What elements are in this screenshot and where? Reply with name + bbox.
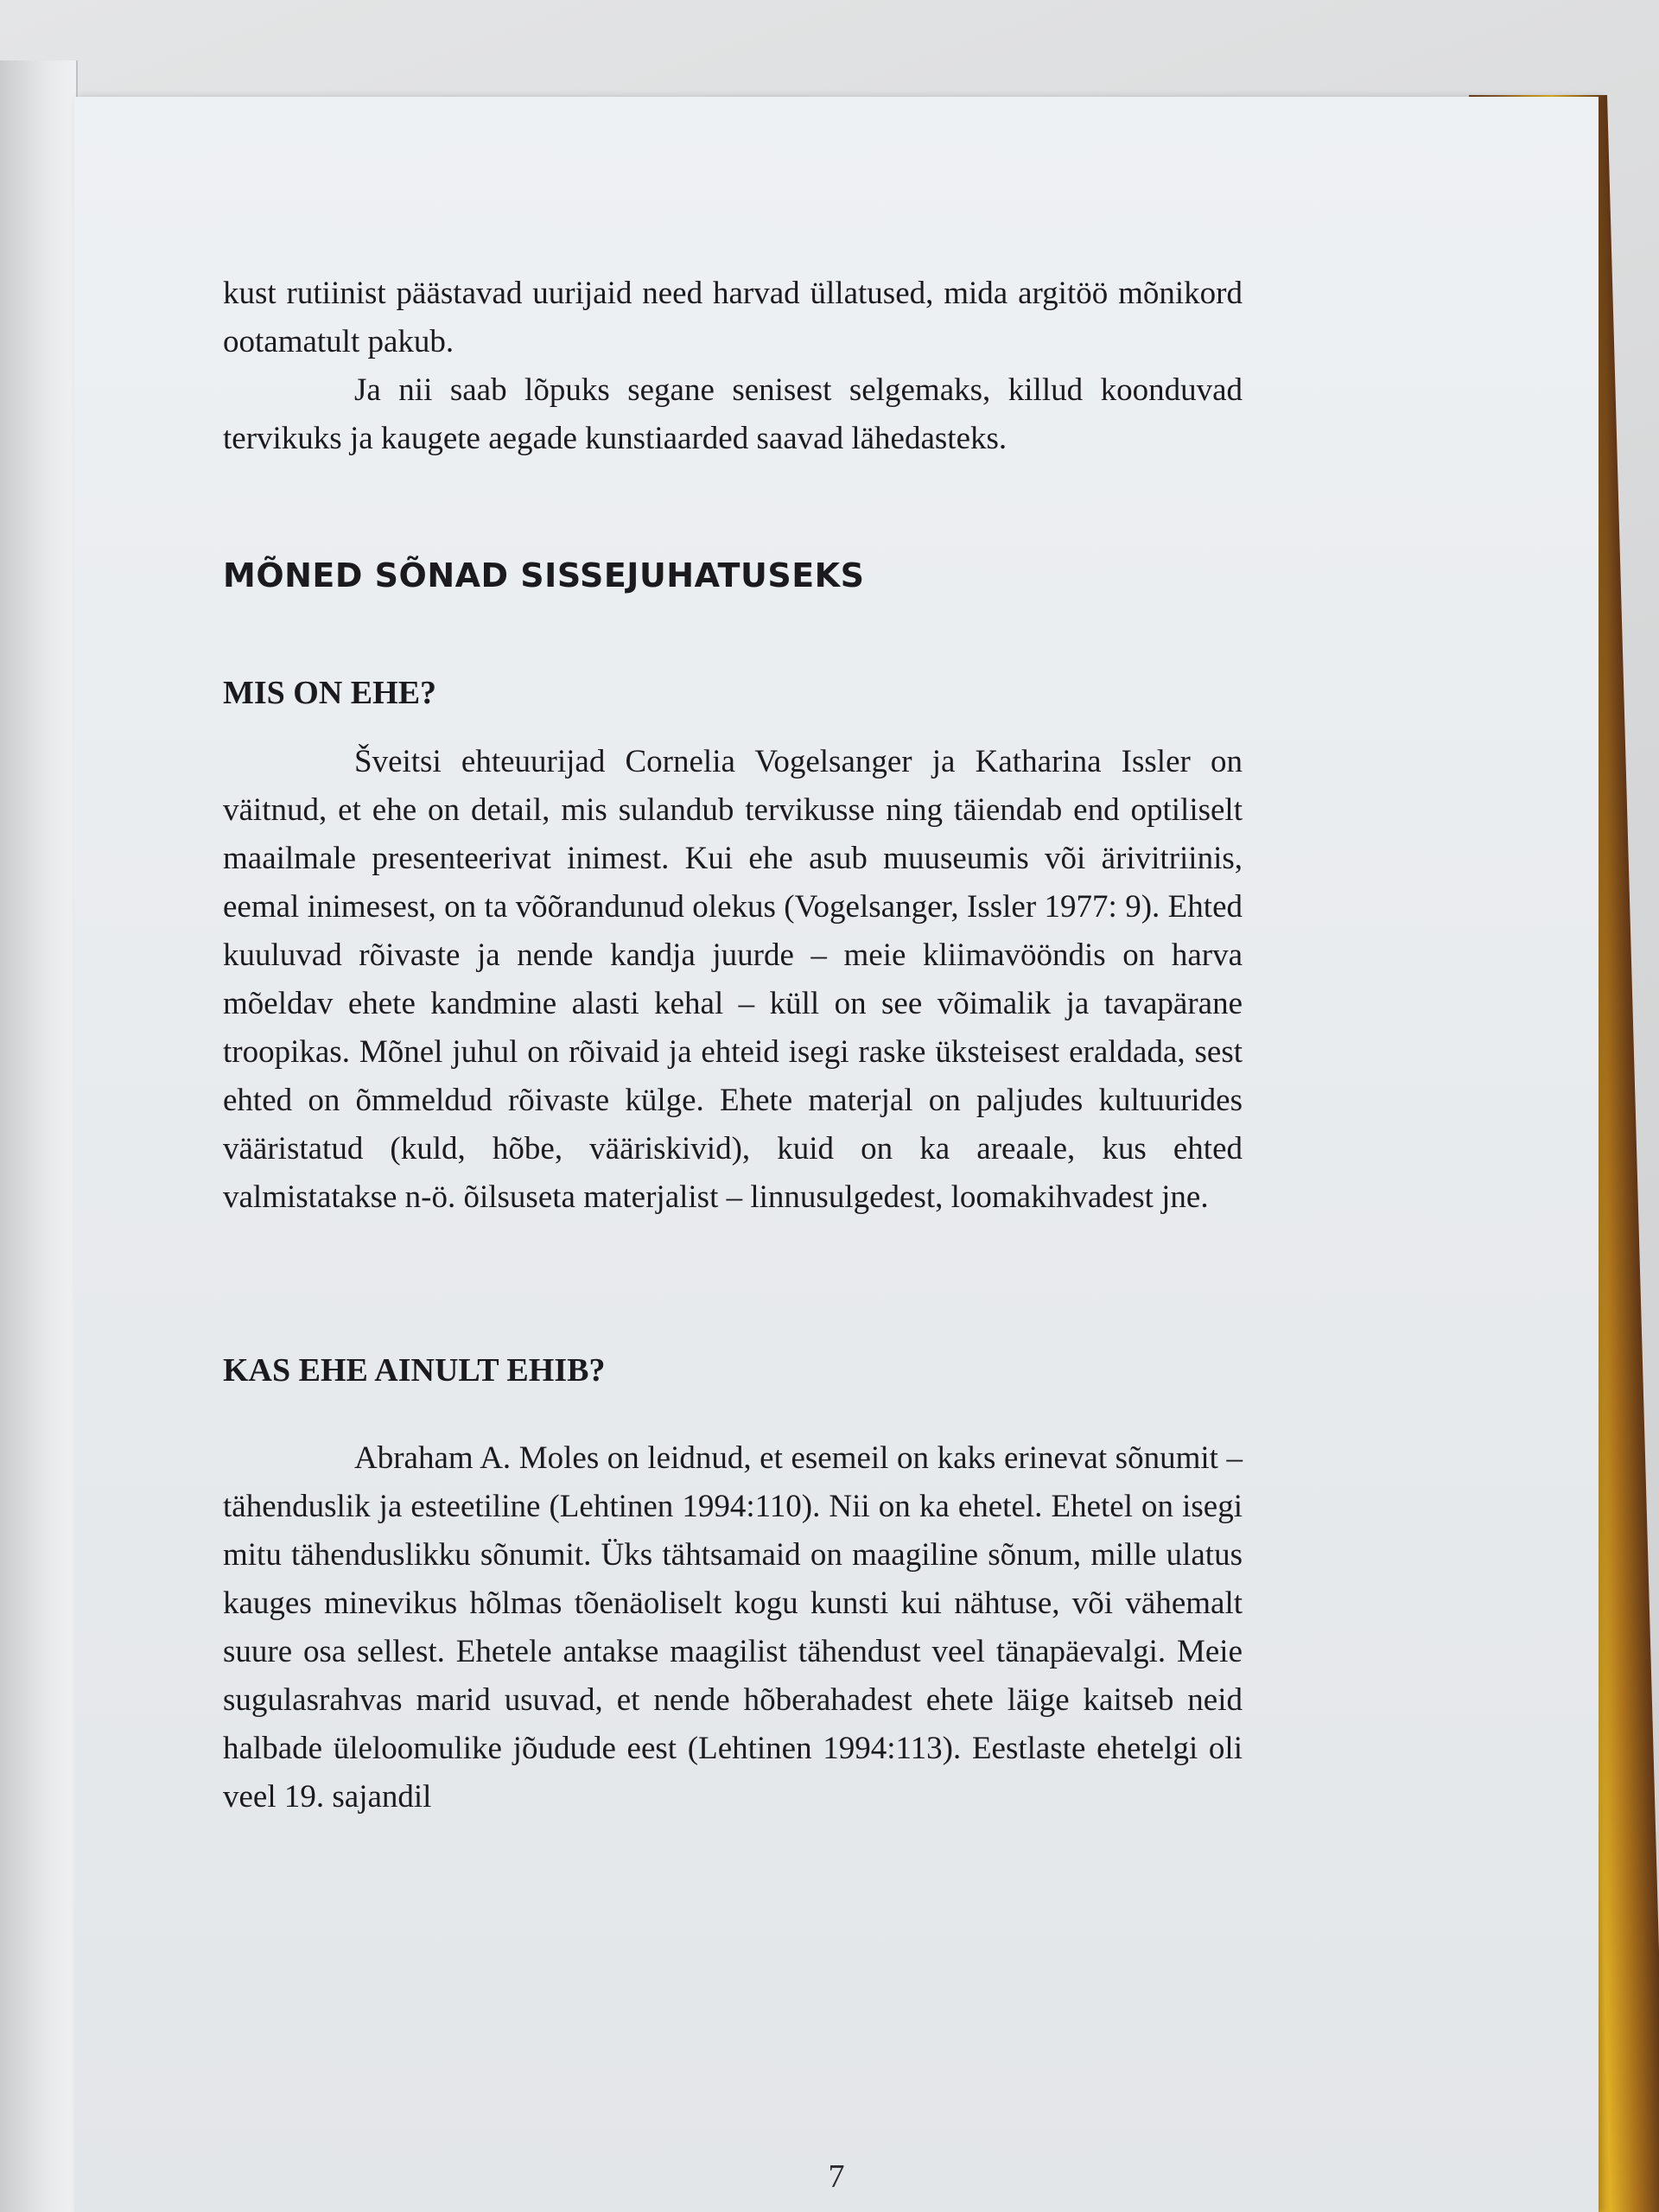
opening-lines: kust rutiinist päästavad uurijaid need harvad üllatused, mida argitöö mõnikord ootamatult pakub. bbox=[223, 276, 1243, 359]
page-content bbox=[223, 270, 1243, 1821]
subsection-2-text: Abraham A. Moles on leidnud, et esemeil on kaks erinevat sõnumit – tähenduslik ja esteetiline (Lehtinen 1994:110). Nii on ka ehetel. Ehetel on isegi mitu tähenduslikku sõnumit. Üks tähtsamaid on maagiline sõnum, mille ulatus kauges minevikus hõlmas tõenäoliselt kogu kunsti kui nähtuse, või vähemalt suure osa sellest. Ehetele antakse maagilist tähendust veel tänapäevalgi. Meie sugulasrahvas marid usuvad, et nende hõberahadest ehete läige kaitseb neid halbade üleloomulike jõudude eest (Lehtinen 1994:113). Eestlaste ehetelgi oli veel 19. sajandil bbox=[223, 1440, 1243, 1815]
page-number: 7 bbox=[828, 2158, 845, 2195]
subsection-title-2: KAS EHE AINULT EHIB? bbox=[223, 1352, 606, 1389]
subsection-1-text: Šveitsi ehteuurijad Cornelia Vogelsanger ja Katharina Issler on väitnud, et ehe on detail, mis sulandub tervikusse ning täiendab end optiliselt maailmale presenteerivat inimest. Kui ehe asub muuseumis või ärivitriinis, eemal inimesest, on ta võõrandunud olekus (Vogelsanger, Issler 1977: 9). Ehted kuuluvad rõivaste ja nende kandja juurde – meie kliimavööndis on harva mõeldav ehete kandmine alasti kehal – küll on see võimalik ja tavapärane troopikas. Mõnel juhul on rõivaid ja ehteid isegi raske üksteisest eraldada, sest ehted on õmmeldud rõivaste külge. Ehete materjal on paljudes kultuurides vääristatud (kuld, hõbe, vääriskivid), kuid on ka areaale, kus ehted valmistatakse n-ö. õilsuseta materjalist – linnusulgedest, loomakihvadest jne. bbox=[223, 744, 1243, 1215]
opening-paragraph: Ja nii saab lõpuks segane senisest selgemaks, killud koonduvad tervikuks ja kaugete aegade kunstiaarded saavad lähedasteks. bbox=[223, 372, 1243, 456]
book-page bbox=[74, 97, 1599, 2212]
section-title: MÕNED SÕNAD SISSEJUHATUSEKS bbox=[223, 556, 865, 594]
left-page-edge bbox=[0, 60, 78, 2212]
subsection-title-1: MIS ON EHE? bbox=[223, 675, 437, 711]
